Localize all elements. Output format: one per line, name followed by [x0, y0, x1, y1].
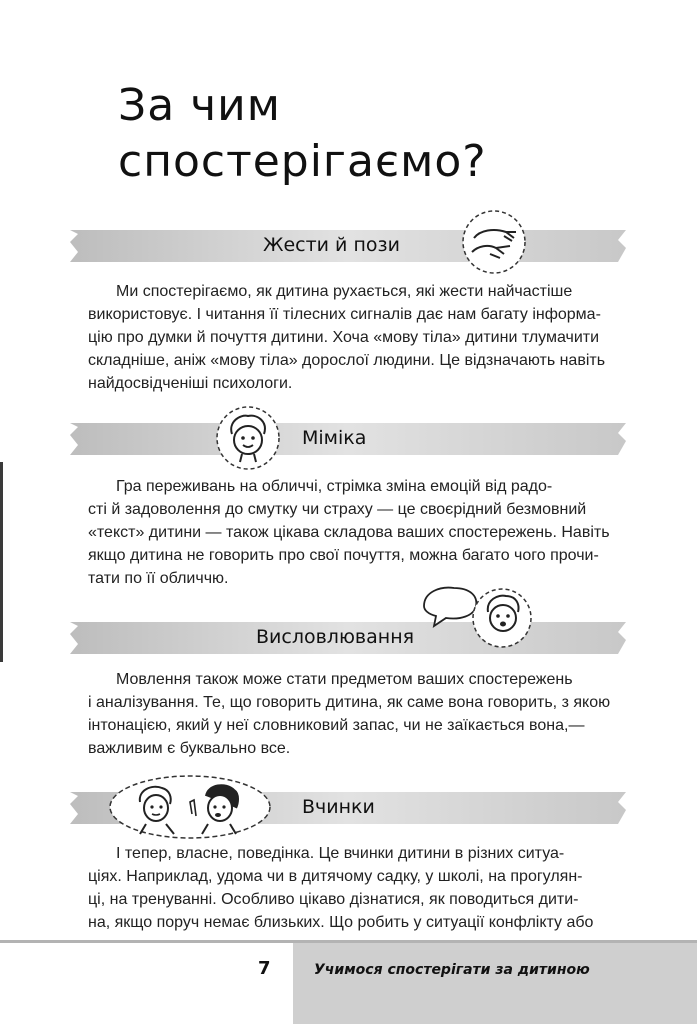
section-paragraph — [88, 280, 616, 395]
text-line: якщо дитина не говорить про свої почуття, можна багато чого прочи- — [88, 547, 599, 564]
page-edge-mark — [0, 462, 3, 662]
text-line: використовує. І читання її тілесних сигналів дає нам багату інформа- — [88, 306, 601, 323]
two-children-icon — [108, 774, 272, 840]
text-line: тати по її обличчю. — [88, 570, 229, 587]
text-line: Гра переживань на обличчі, стрімка зміна емоцій від радо- — [116, 478, 553, 495]
text-line: важливим є буквально все. — [88, 740, 291, 757]
section-heading: Висловлювання — [256, 626, 415, 648]
text-line: «текст» дитини — також цікава складова ваших спостережень. Навіть — [88, 524, 610, 541]
section-heading: Міміка — [302, 427, 367, 449]
text-line: сті й задоволення до смутку чи страху — це своєрідний безмовний — [88, 501, 587, 518]
text-line: ці, на тренуванні. Особливо цікаво дізнатися, як поводиться дити- — [88, 891, 579, 908]
speaking-boy-icon — [418, 580, 532, 654]
section-banner-speech — [70, 620, 626, 656]
section-banner-gestures — [70, 228, 626, 264]
section-banner-mimicry — [70, 421, 626, 457]
section-heading: Жести й пози — [263, 234, 400, 256]
hands-gesture-icon — [460, 208, 528, 276]
text-line: Ми спостерігаємо, як дитина рухається, які жести найчастіше — [116, 283, 573, 300]
text-line: І тепер, власне, поведінка. Це вчинки дитини в різних ситуа- — [116, 845, 565, 862]
section-paragraph — [88, 668, 616, 760]
text-line: ціях. Наприклад, удома чи в дитячому садку, у школі, на прогулян- — [88, 868, 583, 885]
section-paragraph — [88, 475, 616, 590]
text-line: на, якщо поруч немає близьких. Що робить у ситуації конфлікту або — [88, 914, 594, 931]
text-line: найдосвідченіші психологи. — [88, 375, 293, 392]
page-title-line-1: За чим — [118, 80, 281, 131]
footer-book-title: Учимося спостерігати за дитиною — [314, 962, 590, 978]
text-line: і аналізування. Те, що говорить дитина, як саме вона говорить, з якою — [88, 694, 611, 711]
text-line: складніше, аніж «мову тіла» дорослої людини. Це відзначають навіть — [88, 352, 606, 369]
page-number: 7 — [258, 958, 271, 979]
text-line: інтонацією, який у неї словниковий запас, чи не заїкається вона,— — [88, 717, 585, 734]
section-heading: Вчинки — [302, 796, 375, 818]
page-title — [118, 78, 487, 190]
page-title-line-2: спостерігаємо? — [118, 136, 487, 187]
text-line: Мовлення також може стати предметом ваших спостережень — [116, 671, 573, 688]
footer-title-box — [293, 943, 697, 1024]
child-face-icon — [214, 404, 282, 472]
section-paragraph — [88, 842, 616, 934]
text-line: цію про думки й почуття дитини. Хоча «мову тіла» дитини тлумачити — [88, 329, 600, 346]
